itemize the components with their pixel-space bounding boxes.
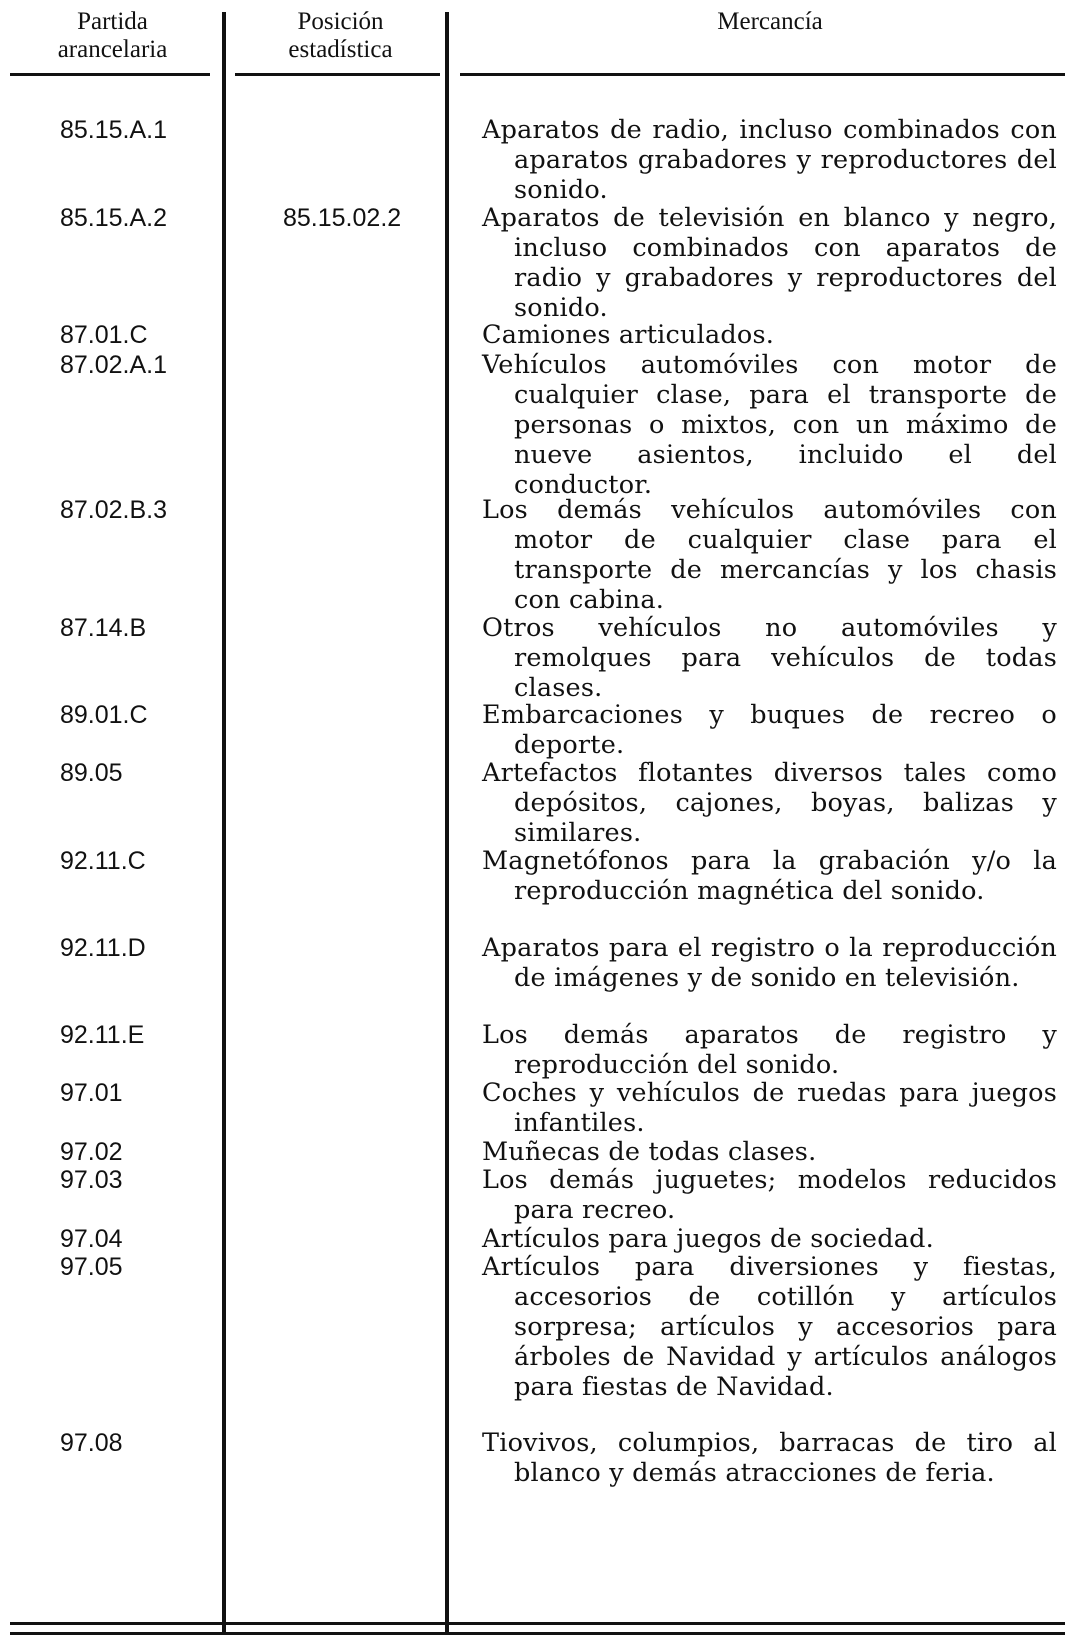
posicion-cell: 85.15.02.2: [283, 204, 402, 232]
header-partida-arancelaria: [10, 8, 215, 64]
header-mercancia: [470, 8, 1070, 36]
partida-cell: 89.05: [60, 759, 123, 787]
bottom-rule-lower: [10, 1632, 1065, 1635]
bottom-rule-upper: [10, 1622, 1065, 1625]
mercancia-cell: Embarcaciones y buques de recreo o deporte.: [482, 700, 1057, 760]
partida-cell: 85.15.A.2: [60, 204, 168, 232]
header-partida-line1: Partida: [77, 8, 148, 35]
partida-cell: 97.04: [60, 1225, 123, 1253]
partida-cell: 87.14.B: [60, 614, 147, 642]
header-posicion-estadistica: [238, 8, 443, 64]
mercancia-cell: Camiones articulados.: [482, 320, 775, 350]
header-posicion-line2: estadística: [288, 36, 393, 63]
column-divider-2: [445, 12, 449, 1635]
mercancia-cell: Coches y vehículos de ruedas para juegos infantiles.: [482, 1078, 1057, 1138]
partida-cell: 87.02.B.3: [60, 496, 168, 524]
partida-cell: 87.02.A.1: [60, 351, 168, 379]
partida-cell: 92.11.D: [60, 934, 146, 962]
header-rule-partida: [10, 73, 210, 76]
partida-cell: 85.15.A.1: [60, 116, 168, 144]
partida-cell: 92.11.C: [60, 847, 146, 875]
mercancia-cell: Muñecas de todas clases.: [482, 1137, 817, 1167]
mercancia-cell: Aparatos para el registro o la reproducción de imágenes y de sonido en televisión.: [482, 933, 1057, 993]
partida-cell: 97.08: [60, 1429, 123, 1457]
partida-cell: 97.01: [60, 1079, 123, 1107]
mercancia-cell: Aparatos de televisión en blanco y negro, incluso combinados con aparatos de radio y grabadores y reproductores del sonido.: [482, 203, 1057, 323]
header-partida-line2: arancelaria: [57, 36, 168, 63]
mercancia-cell: Artefactos flotantes diversos tales como depósitos, cajones, boyas, balizas y similares.: [482, 758, 1057, 848]
header-rule-mercancia: [460, 73, 1065, 76]
header-mercancia-label: Mercancía: [717, 8, 823, 35]
mercancia-cell: Los demás juguetes; modelos reducidos para recreo.: [482, 1165, 1057, 1225]
mercancia-cell: Los demás vehículos automóviles con motor de cualquier clase para el transporte de mercancías y los chasis con cabina.: [482, 495, 1057, 615]
partida-cell: 97.03: [60, 1166, 123, 1194]
mercancia-cell: Tiovivos, columpios, barracas de tiro al blanco y demás atracciones de feria.: [482, 1428, 1057, 1488]
partida-cell: 87.01.C: [60, 321, 148, 349]
partida-cell: 97.05: [60, 1253, 123, 1281]
column-divider-1: [222, 12, 226, 1635]
mercancia-cell: Artículos para diversiones y fiestas, accesorios de cotillón y artículos sorpresa; artículos y accesorios para árboles de Navidad y artículos análogos para fiestas de Navidad.: [482, 1252, 1057, 1402]
mercancia-cell: Los demás aparatos de registro y reproducción del sonido.: [482, 1020, 1057, 1080]
mercancia-cell: Aparatos de radio, incluso combinados con aparatos grabadores y reproductores del sonido.: [482, 115, 1057, 205]
header-rule-posicion: [235, 73, 440, 76]
mercancia-cell: Otros vehículos no automóviles y remolques para vehículos de todas clases.: [482, 613, 1057, 703]
mercancia-cell: Vehículos automóviles con motor de cualquier clase, para el transporte de personas o mixtos, con un máximo de nueve asientos, incluido el del conductor.: [482, 350, 1057, 500]
header-posicion-line1: Posición: [297, 8, 384, 35]
partida-cell: 89.01.C: [60, 701, 148, 729]
partida-cell: 92.11.E: [60, 1021, 145, 1049]
mercancia-cell: Artículos para juegos de sociedad.: [482, 1224, 934, 1254]
mercancia-cell: Magnetófonos para la grabación y/o la reproducción magnética del sonido.: [482, 846, 1057, 906]
partida-cell: 97.02: [60, 1138, 123, 1166]
